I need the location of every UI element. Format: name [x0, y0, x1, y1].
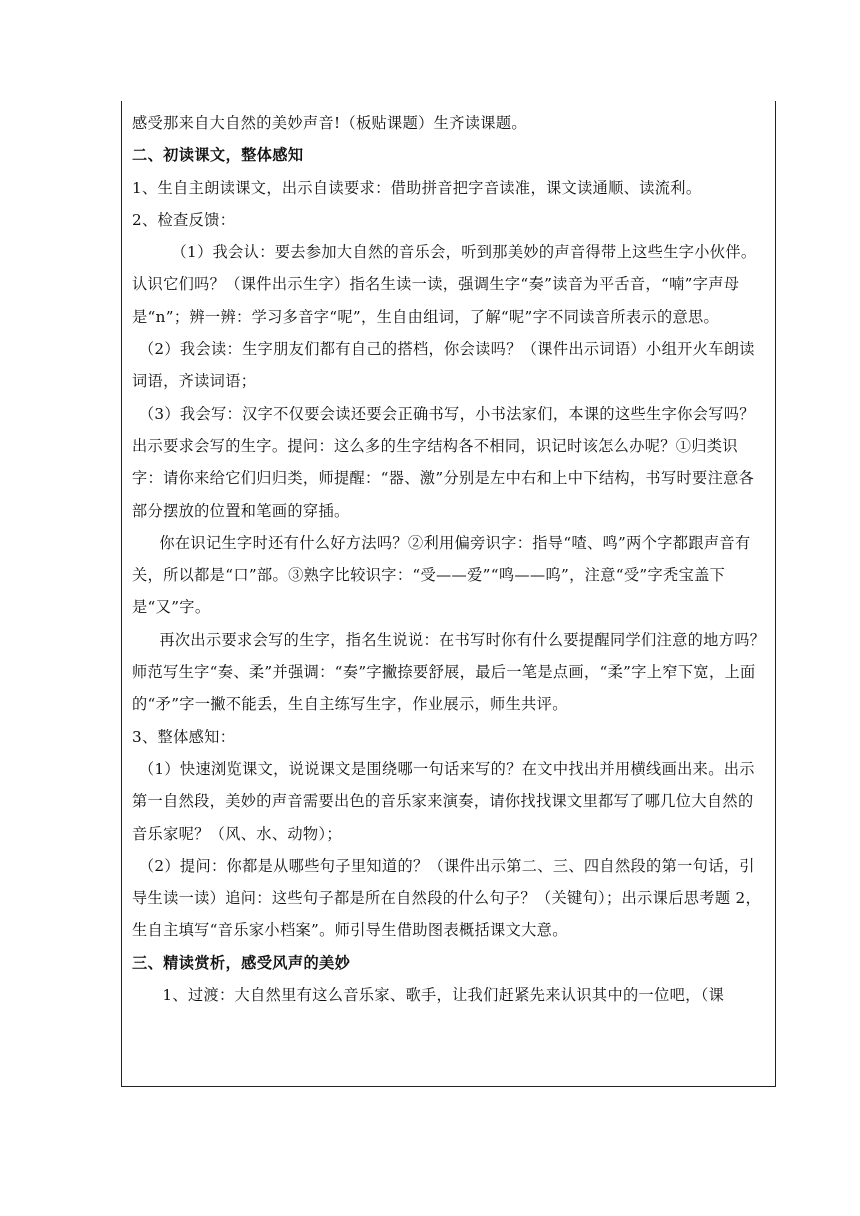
key-sentence-paragraph: （2）提问：你都是从哪些句子里知道的？（课件出示第二、三、四自然段的第一句话，引导生读一读）追问：这些句子都是所在自然段的什么句子？（关键句）；出示课后思考题 2，生自主填写“音乐家小档案”。师引导生借助图表概括课文大意。	[132, 856, 762, 940]
self-reading-requirement: 1、生自主朗读课文，出示自读要求：借助拼音把字音读准，课文读通顺、读流利。	[132, 178, 702, 197]
lesson-plan-table-cell	[121, 101, 776, 1087]
browse-text-paragraph: （1）快速浏览课文，说说课文是围绕哪一句话来写的？在文中找出并用横线画出来。出示第一自然段，美妙的声音需要出色的音乐家来演奏，请你找找课文里都写了哪几位大自然的音乐家呢？（风、水、动物）；	[132, 759, 755, 843]
feedback-heading: 2、检查反馈：	[132, 210, 236, 229]
read-words-paragraph: （2）我会读：生字朋友们都有自己的搭档，你会读吗？（课件出示词语）小组开火车朗读词语，齐读词语；	[132, 340, 755, 391]
overall-perception-heading: 3、整体感知：	[132, 727, 236, 746]
transition-paragraph: 1、过渡：大自然里有这么音乐家、歌手，让我们赶紧先来认识其中的一位吧，（课	[162, 986, 725, 1005]
intro-sentence: 感受那来自大自然的美妙声音!（板贴课题）生齐读课题。	[132, 114, 527, 132]
memory-methods-paragraph: 你在识记生字时还有什么好方法吗？②利用偏旁识字：指导“喳、鸣”两个字都跟声音有关，所以都是“口”部。③熟字比较识字：“受——爱”“鸣——呜”，注意“受”字秃宝盖下是“又”字。	[132, 533, 751, 617]
section-heading-first-reading: 二、初读课文，整体感知	[132, 146, 304, 165]
write-characters-paragraph: （3）我会写：汉字不仅要会读还要会正确书写，小书法家们，本课的这些生字你会写吗？出示要求会写的生字。提问：这么多的生字结构各不相同，识记时该怎么办呢？①归类识字：请你来给它们归归类，师提醒：“器、激”分别是左中右和上中下结构，书写时要注意各部分摆放的位置和笔画的穿插。	[132, 404, 755, 520]
writing-demo-paragraph: 再次出示要求会写的生字，指名生说说：在书写时你有什么要提醒同学们注意的地方吗？师范写生字“奏、柔”并强调：“奏”字撇捺要舒展，最后一笔是点画，“柔”字上窄下宽，上面的“矛”字一撇不能丢，生自主练写生字，作业展示，师生共评。	[132, 630, 766, 714]
recognize-characters-paragraph: （1）我会认：要去参加大自然的音乐会，听到那美妙的声音得带上这些生字小伙伴。认识它们吗？（课件出示生字）指名生读一读，强调生字“奏”读音为平舌音，“喃”字声母是“n”；辨一辨：学习多音字“呢”，生自由组词，了解“呢”字不同读音所表示的意思。	[132, 243, 757, 326]
section-heading-close-reading: 三、精读赏析，感受风声的美妙	[132, 953, 351, 972]
